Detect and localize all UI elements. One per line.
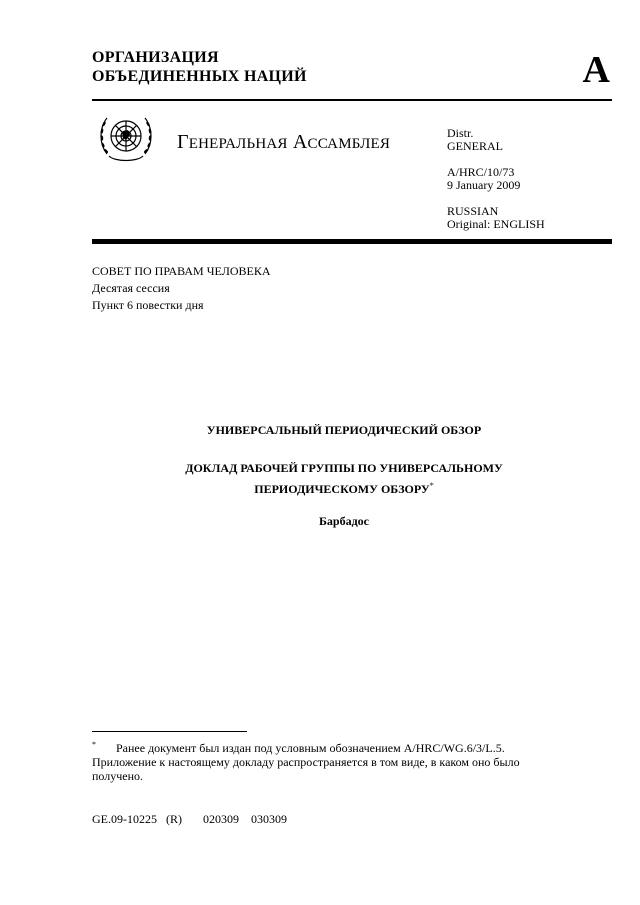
footnote-line2: Приложение к настоящему докладу распространяется в том виде, в каком оно было получено. (92, 755, 520, 783)
footnote-reference: * (429, 481, 434, 490)
meeting-info (92, 263, 271, 314)
document-language: RUSSIAN (447, 204, 499, 218)
job-number: GE.09-10225 (R) 020309 030309 (92, 812, 287, 826)
report-title-line2 (92, 477, 596, 498)
header-thick-rule (92, 239, 612, 244)
org-name-line1: ОРГАНИЗАЦИЯ (92, 49, 219, 66)
assembly-cap-2: А (292, 131, 308, 153)
report-title-line2-text: ПЕРИОДИЧЕСКОМУ ОБЗОРУ (254, 482, 430, 496)
header-rule (92, 99, 612, 101)
council-name: СОВЕТ ПО ПРАВАМ ЧЕЛОВЕКА (92, 264, 271, 278)
agenda-item: Пункт 6 повестки дня (92, 298, 204, 312)
session-number: Десятая сессия (92, 281, 170, 295)
distr-label: Distr. (447, 126, 474, 140)
organization-name (92, 48, 307, 86)
org-name-line2: ОБЪЕДИНЕННЫХ НАЦИЙ (92, 68, 307, 85)
original-language: Original: ENGLISH (447, 217, 545, 231)
assembly-rest-2: ССАМБЛЕЯ (307, 136, 391, 152)
footnote (92, 738, 562, 783)
assembly-title (177, 131, 390, 154)
document-date: 9 January 2009 (447, 178, 521, 192)
distribution-block (447, 127, 545, 231)
footnote-separator (92, 731, 247, 732)
footnote-line1: Ранее документ был издан под условным обозначением A/HRC/WG.6/3/L.5. (116, 741, 505, 755)
distr-value: GENERAL (447, 139, 503, 153)
document-symbol: A/HRC/10/73 (447, 165, 515, 179)
review-title: УНИВЕРСАЛЬНЫЙ ПЕРИОДИЧЕСКИЙ ОБЗОР (206, 423, 482, 437)
report-title (92, 460, 596, 498)
report-title-line1: ДОКЛАД РАБОЧЕЙ ГРУППЫ ПО УНИВЕРСАЛЬНОМУ (185, 461, 503, 475)
country-name: Барбадос (318, 514, 369, 528)
footnote-mark: * (92, 740, 96, 749)
language-letter: A (582, 49, 610, 91)
assembly-cap-1: Г (177, 131, 189, 153)
assembly-rest-1: ЕНЕРАЛЬНАЯ (188, 136, 288, 152)
un-emblem-icon (95, 110, 157, 166)
